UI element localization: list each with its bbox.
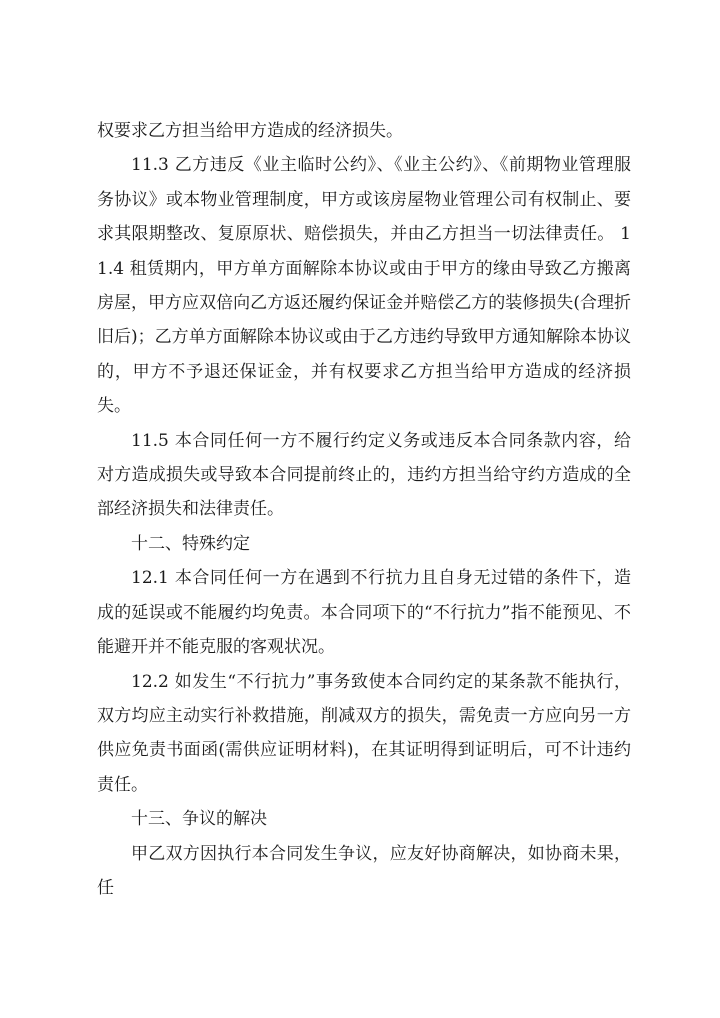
document-body xyxy=(97,114,631,905)
section-heading-special-terms: 十二、特殊约定 xyxy=(131,533,250,554)
paragraph-continuation: 权要求乙方担当给甲方造成的经济损失。 xyxy=(97,121,403,141)
clause-13: 甲乙双方因执行本合同发生争议，应友好协商解决，如协商未果，任 xyxy=(97,843,631,898)
clause-12-1: 12.1 本合同任何一方在遇到不行抗力且自身无过错的条件下，造成的延误或不能履约均免责。本合同项下的“不行抗力”指不能预见、不能避开并不能克服的客观状况。 xyxy=(97,568,631,658)
clause-12-2: 12.2 如发生“不行抗力”事务致使本合同约定的某条款不能执行，双方均应主动实行补救措施，削减双方的损失，需免责一方应向另一方供应免责书面函(需供应证明材料)，在其证明得到证明后，可不计违约责任。 xyxy=(97,671,631,795)
section-heading-dispute-resolution: 十三、争议的解决 xyxy=(131,809,267,830)
clause-11-3-and-11-4: 11.3 乙方违反《业主临时公约》、《业主公约》、《前期物业管理服务协议》或本物业管理制度，甲方或该房屋物业管理公司有权制止、要求其限期整改、复原原状、赔偿损失，并由乙方担当一切法律责任。 11.4 租赁期内，甲方单方面解除本协议或由于甲方的缘由导致乙方搬离房屋，甲方应双倍向乙方返还履约保证金并赔偿乙方的装修损失(合理折旧后)；乙方单方面解除本协议或由于乙方违约导致甲方通知解除本协议的，甲方不予退还保证金，并有权要求乙方担当给甲方造成的经济损失。 xyxy=(97,155,631,417)
clause-11-5: 11.5 本合同任何一方不履行约定义务或违反本合同条款内容，给对方造成损失或导致本合同提前终止的，违约方担当给守约方造成的全部经济损失和法律责任。 xyxy=(97,430,631,520)
